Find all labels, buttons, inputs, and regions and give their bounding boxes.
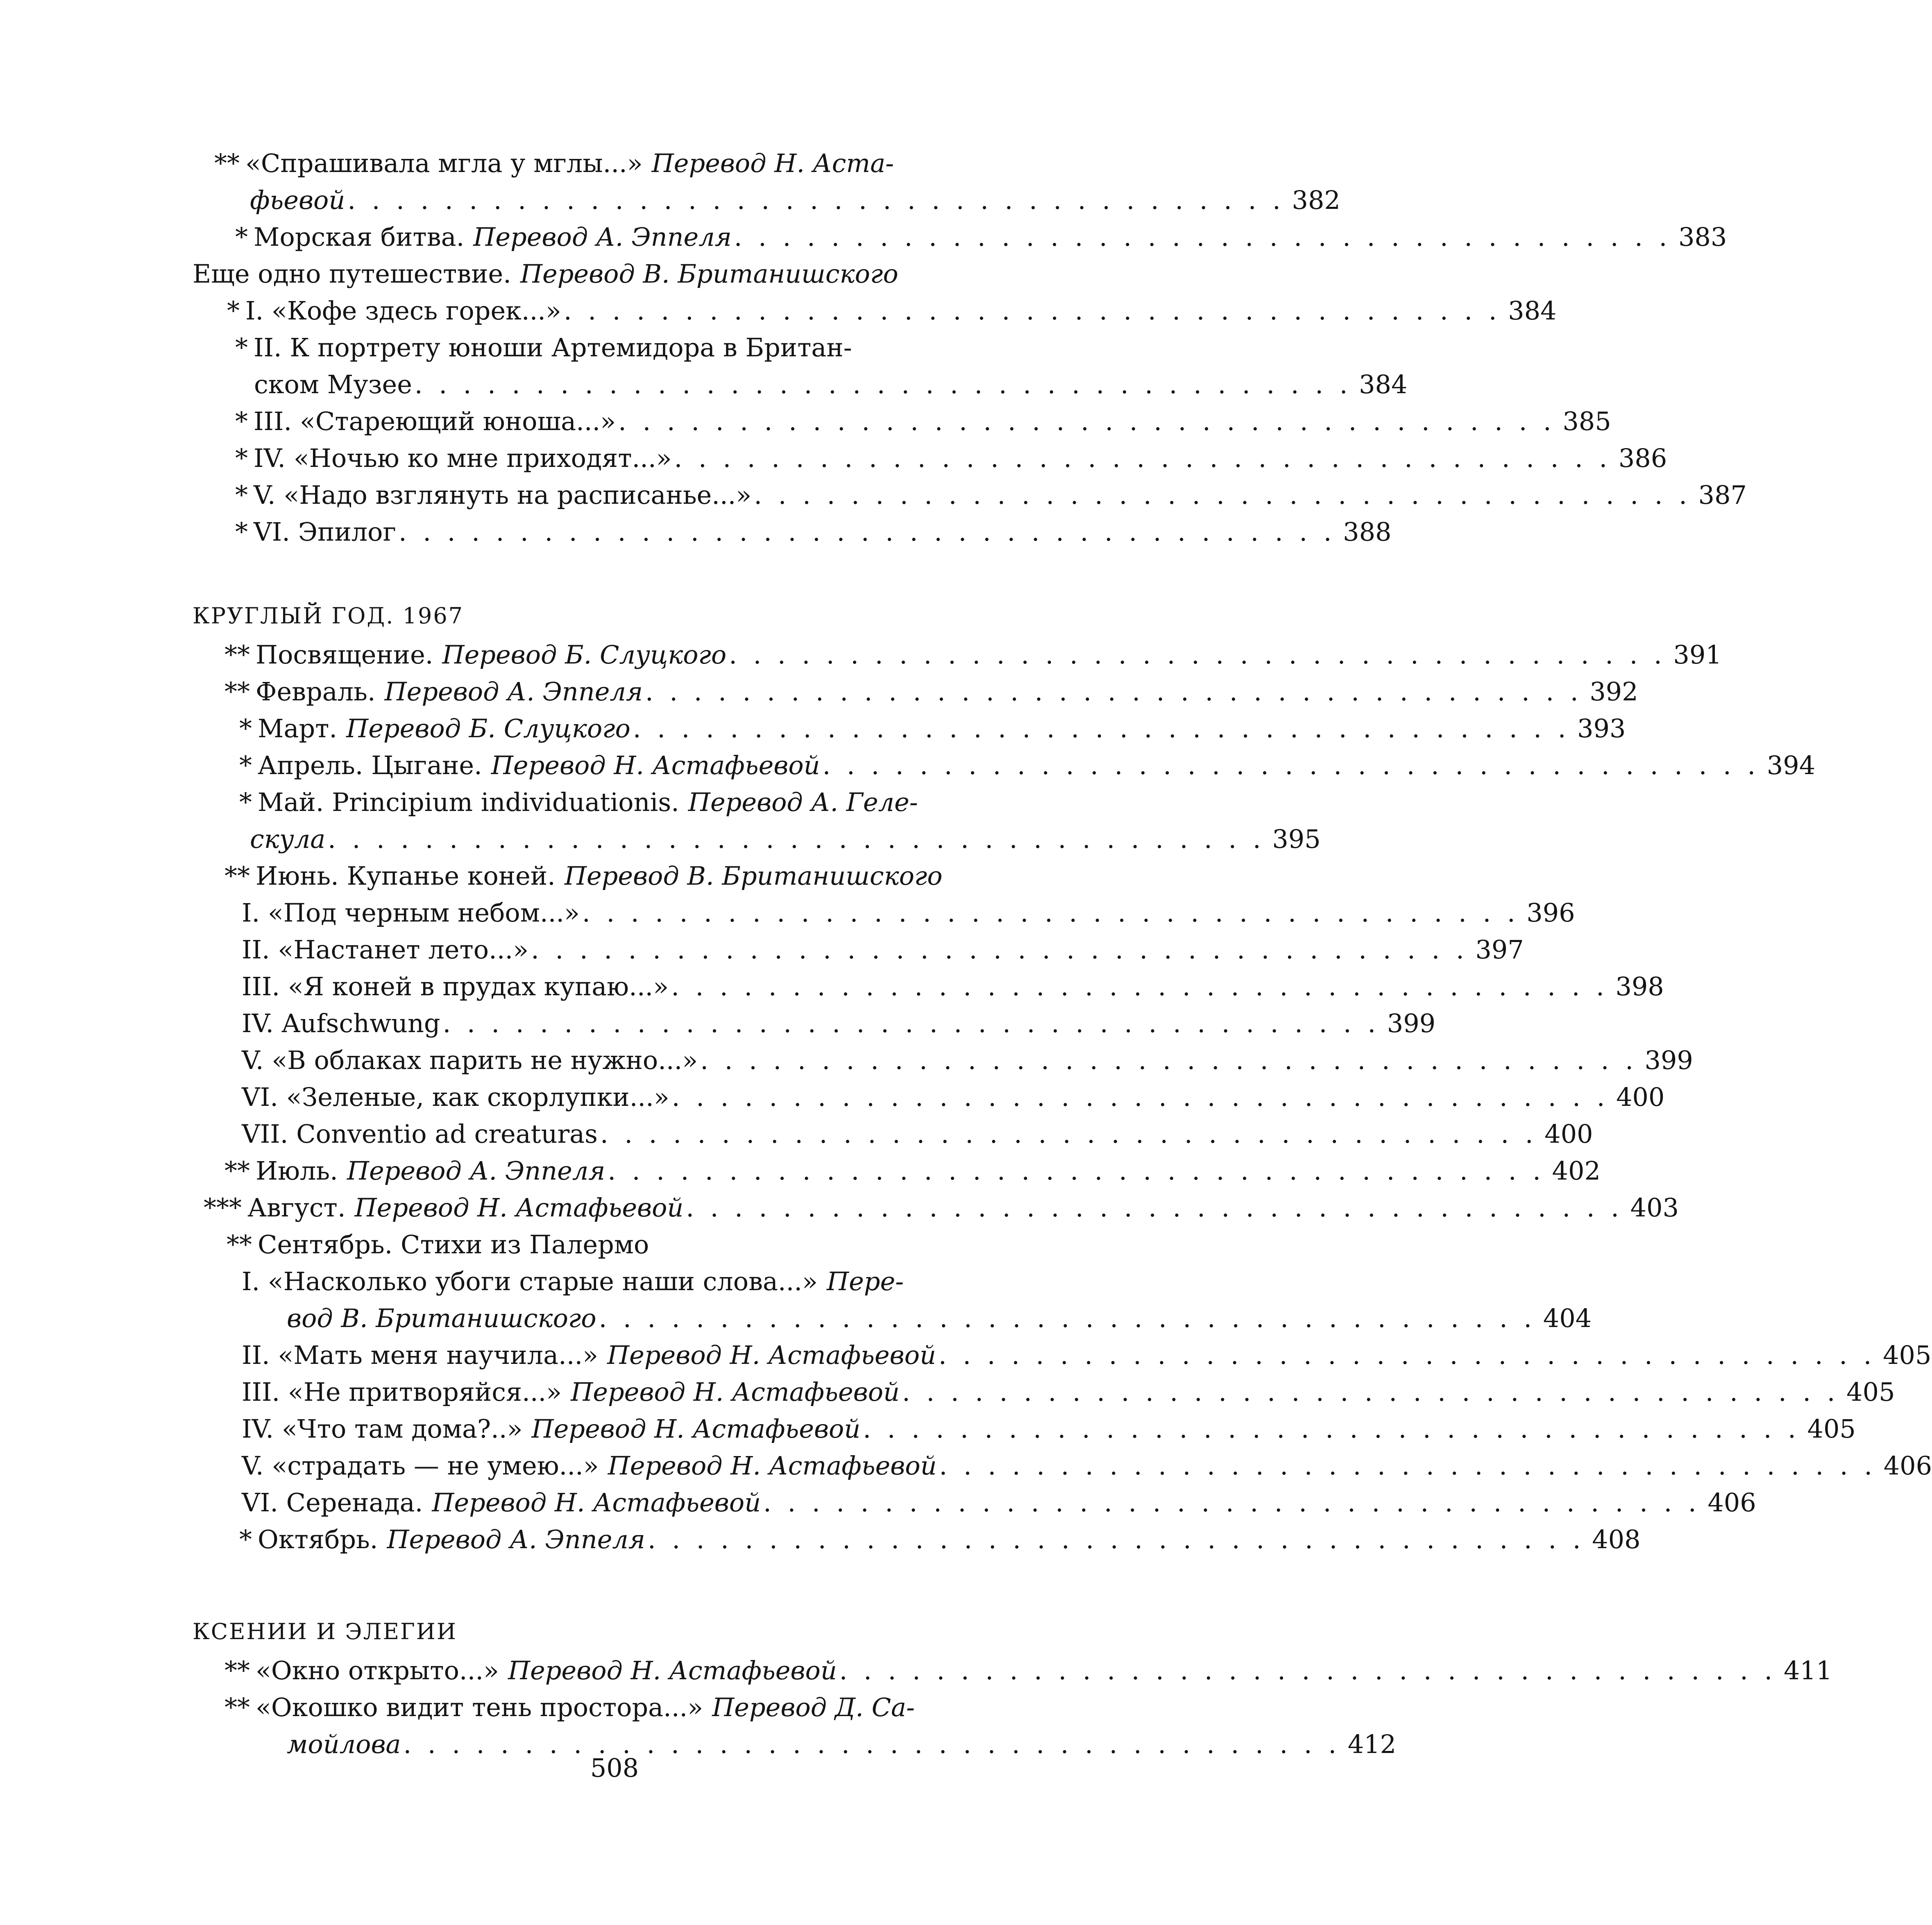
toc-entry bbox=[193, 406, 1611, 443]
toc-entry bbox=[193, 369, 1408, 406]
entry-title: III. «Я коней в прудах купаю...» bbox=[242, 972, 669, 1001]
entry-page-number: 386 bbox=[1618, 443, 1667, 473]
entry-translator: Перевод Д. Са- bbox=[712, 1692, 915, 1722]
leader-dots: . . . . . . . . . . . . . . . . . . . . . . . . . . . . . . . . . . . . . . . bbox=[599, 1303, 1536, 1333]
leader-dots: . . . . . . . . . . . . . . . . . . . . . . . . . . . . . . . . . . . . . . . bbox=[442, 1008, 1380, 1038]
entry-title: V. «Надо взглянуть на расписанье...» bbox=[254, 480, 752, 510]
entry-marker: * bbox=[235, 480, 248, 510]
entry-marker: ** bbox=[224, 861, 250, 891]
entry-translator: фьевой bbox=[250, 185, 345, 215]
table-of-contents bbox=[193, 148, 1932, 1766]
leader-dots: . . . . . . . . . . . . . . . . . . . . . . . . . . . . . . . . . . . . . . . bbox=[671, 1082, 1609, 1112]
entry-page-number: 406 bbox=[1883, 1451, 1932, 1481]
entry-page-number: 396 bbox=[1526, 898, 1575, 928]
entry-title: II. «Мать меня научила...» bbox=[242, 1340, 599, 1370]
entry-page-number: 412 bbox=[1347, 1729, 1397, 1759]
entry-translator: Перевод А. Эппеля bbox=[347, 1156, 605, 1186]
toc-entry bbox=[193, 1230, 1024, 1266]
leader-dots: . . . . . . . . . . . . . . . . . . . . . . . . . . . . . . . . . . . . . . . bbox=[403, 1729, 1341, 1759]
entry-title: Июль. bbox=[256, 1156, 338, 1186]
entry-page-number: 393 bbox=[1577, 713, 1626, 743]
page-number: 508 bbox=[590, 1753, 639, 1783]
toc-entry bbox=[193, 480, 1747, 517]
toc-entry bbox=[193, 1156, 1601, 1193]
toc-entry bbox=[193, 185, 1340, 222]
entry-title: Октябрь. bbox=[258, 1524, 378, 1554]
entry-title: IV. Aufschwung bbox=[242, 1008, 440, 1038]
entry-translator: Перевод А. Геле- bbox=[688, 787, 918, 817]
entry-translator: Перевод В. Британишского bbox=[564, 861, 943, 891]
entry-page-number: 399 bbox=[1387, 1008, 1436, 1038]
section-heading bbox=[193, 1619, 1024, 1656]
entry-translator: Перевод Н. Астафьевой bbox=[607, 1340, 936, 1370]
toc-entry bbox=[193, 677, 1638, 713]
entry-title: Июнь. Купанье коней. bbox=[256, 861, 556, 891]
entry-page-number: 383 bbox=[1678, 222, 1727, 252]
leader-dots: . . . . . . . . . . . . . . . . . . . . . . . . . . . . . . . . . . . . . . . bbox=[531, 935, 1468, 965]
entry-translator: Перевод Б. Слуцкого bbox=[346, 713, 630, 743]
toc-entry bbox=[193, 1266, 1024, 1303]
entry-title: III. «Не притворяйся...» bbox=[242, 1377, 562, 1407]
leader-dots: . . . . . . . . . . . . . . . . . . . . . . . . . . . . . . . . . . . . . . . bbox=[600, 1119, 1537, 1149]
toc-entry bbox=[193, 517, 1392, 554]
toc-entry bbox=[193, 1008, 1436, 1045]
entry-title: Май. Principium individuationis. bbox=[258, 787, 679, 817]
entry-translator: Перевод А. Эппеля bbox=[387, 1524, 645, 1554]
toc-entry bbox=[193, 750, 1816, 787]
entry-translator: Пере- bbox=[827, 1266, 904, 1296]
leader-dots: . . . . . . . . . . . . . . . . . . . . . . . . . . . . . . . . . . . . . . . bbox=[839, 1656, 1777, 1685]
toc-entry bbox=[193, 1488, 1756, 1524]
entry-marker: ** bbox=[224, 1656, 250, 1685]
entry-marker: ** bbox=[224, 677, 250, 707]
leader-dots: . . . . . . . . . . . . . . . . . . . . . . . . . . . . . . . . . . . . . . . bbox=[414, 369, 1352, 399]
toc-entry bbox=[193, 935, 1524, 972]
section-heading bbox=[193, 603, 1024, 640]
entry-page-number: 385 bbox=[1562, 406, 1611, 436]
leader-dots: . . . . . . . . . . . . . . . . . . . . . . . . . . . . . . . . . . . . . . . bbox=[398, 517, 1336, 547]
entry-marker: * bbox=[235, 443, 248, 473]
entry-page-number: 400 bbox=[1616, 1082, 1665, 1112]
section-title: КСЕНИИ И ЭЛЕГИИ bbox=[193, 1619, 457, 1644]
entry-marker: * bbox=[235, 222, 248, 252]
leader-dots: . . . . . . . . . . . . . . . . . . . . . . . . . . . . . . . . . . . . . . . bbox=[563, 296, 1501, 326]
entry-page-number: 395 bbox=[1272, 824, 1321, 854]
entry-page-number: 406 bbox=[1708, 1488, 1756, 1517]
toc-entry bbox=[193, 296, 1557, 333]
toc-block-2 bbox=[193, 640, 1932, 1561]
leader-dots: . . . . . . . . . . . . . . . . . . . . . . . . . . . . . . . . . . . . . . . bbox=[674, 443, 1612, 473]
entry-marker: ** bbox=[224, 1692, 250, 1722]
entry-title: Морская битва. bbox=[254, 222, 465, 252]
leader-dots: . . . . . . . . . . . . . . . . . . . . . . . . . . . . . . . . . . . . . . . bbox=[938, 1340, 1876, 1370]
entry-marker: ** bbox=[227, 1230, 252, 1259]
entry-title: I. «Под черным небом...» bbox=[242, 898, 580, 928]
leader-dots: . . . . . . . . . . . . . . . . . . . . . . . . . . . . . . . . . . . . . . . bbox=[734, 222, 1671, 252]
toc-entry bbox=[193, 1303, 1592, 1340]
leader-dots: . . . . . . . . . . . . . . . . . . . . . . . . . . . . . . . . . . . . . . . bbox=[647, 1524, 1585, 1554]
toc-entry bbox=[193, 1414, 1856, 1451]
toc-entry bbox=[193, 333, 1024, 369]
entry-marker: * bbox=[227, 296, 240, 326]
entry-title: II. К портрету юноши Артемидора в Британ- bbox=[254, 333, 852, 362]
entry-translator: Перевод В. Британишского bbox=[520, 259, 898, 289]
entry-title: V. «страдать — не умею...» bbox=[242, 1451, 599, 1481]
leader-dots: . . . . . . . . . . . . . . . . . . . . . . . . . . . . . . . . . . . . . . . bbox=[633, 713, 1570, 743]
entry-translator: Перевод Н. Астафьевой bbox=[432, 1488, 761, 1517]
toc-block-3 bbox=[193, 1656, 1832, 1766]
entry-title: I. «Насколько убоги старые наши слова...» bbox=[242, 1266, 818, 1296]
entry-marker: * bbox=[235, 517, 248, 547]
entry-marker: * bbox=[239, 787, 252, 817]
entry-title: II. «Настанет лето...» bbox=[242, 935, 529, 965]
entry-page-number: 403 bbox=[1630, 1193, 1679, 1223]
entry-title: VI. «Зеленые, как скорлупки...» bbox=[242, 1082, 669, 1112]
entry-page-number: 402 bbox=[1552, 1156, 1601, 1186]
toc-entry bbox=[193, 1193, 1679, 1230]
entry-page-number: 399 bbox=[1644, 1045, 1693, 1075]
entry-page-number: 411 bbox=[1783, 1656, 1832, 1685]
leader-dots: . . . . . . . . . . . . . . . . . . . . . . . . . . . . . . . . . . . . . . . bbox=[347, 185, 1285, 215]
entry-page-number: 405 bbox=[1883, 1340, 1932, 1370]
toc-entry bbox=[193, 259, 1024, 296]
leader-dots: . . . . . . . . . . . . . . . . . . . . . . . . . . . . . . . . . . . . . . . bbox=[645, 677, 1583, 707]
toc-entry bbox=[193, 1656, 1832, 1692]
leader-dots: . . . . . . . . . . . . . . . . . . . . . . . . . . . . . . . . . . . . . . . bbox=[671, 972, 1608, 1001]
toc-entry bbox=[193, 640, 1722, 677]
toc-entry bbox=[193, 148, 1024, 185]
entry-translator: Перевод Б. Слуцкого bbox=[442, 640, 727, 670]
entry-title: III. «Стареющий юноша...» bbox=[254, 406, 616, 436]
entry-translator: Перевод Н. Аста- bbox=[651, 148, 894, 178]
entry-translator: Перевод Н. Астафьевой bbox=[508, 1656, 837, 1685]
leader-dots: . . . . . . . . . . . . . . . . . . . . . . . . . . . . . . . . . . . . . . . bbox=[608, 1156, 1545, 1186]
entry-marker: * bbox=[239, 1524, 252, 1554]
entry-title: IV. «Что там дома?..» bbox=[242, 1414, 523, 1444]
entry-title: IV. «Ночью ко мне приходят...» bbox=[254, 443, 672, 473]
toc-entry bbox=[193, 1451, 1932, 1488]
entry-title: Март. bbox=[258, 713, 338, 743]
entry-title: I. «Кофе здесь горек...» bbox=[245, 296, 561, 326]
toc-entry bbox=[193, 1377, 1895, 1414]
entry-page-number: 387 bbox=[1698, 480, 1747, 510]
entry-page-number: 382 bbox=[1292, 185, 1340, 215]
toc-entry bbox=[193, 1045, 1693, 1082]
toc-entry bbox=[193, 861, 1024, 898]
entry-title: «Окно открыто...» bbox=[256, 1656, 499, 1685]
entry-title: Посвящение. bbox=[256, 640, 433, 670]
toc-entry bbox=[193, 824, 1321, 861]
toc-entry bbox=[193, 1524, 1641, 1561]
entry-title: VI. Серенада. bbox=[242, 1488, 423, 1517]
toc-entry bbox=[193, 713, 1626, 750]
leader-dots: . . . . . . . . . . . . . . . . . . . . . . . . . . . . . . . . . . . . . . . bbox=[618, 406, 1556, 436]
entry-page-number: 384 bbox=[1508, 296, 1557, 326]
entry-title: «Спрашивала мгла у мглы...» bbox=[245, 148, 643, 178]
entry-title: VI. Эпилог bbox=[254, 517, 396, 547]
entry-marker: * bbox=[239, 750, 252, 780]
toc-entry bbox=[193, 222, 1727, 259]
entry-page-number: 408 bbox=[1592, 1524, 1641, 1554]
leader-dots: . . . . . . . . . . . . . . . . . . . . . . . . . . . . . . . . . . . . . . . bbox=[582, 898, 1519, 928]
leader-dots: . . . . . . . . . . . . . . . . . . . . . . . . . . . . . . . . . . . . . . . bbox=[863, 1414, 1800, 1444]
toc-entry bbox=[193, 443, 1667, 480]
entry-page-number: 398 bbox=[1615, 972, 1664, 1001]
entry-title: «Окошко видит тень простора...» bbox=[256, 1692, 703, 1722]
toc-block-1 bbox=[193, 148, 1747, 554]
entry-translator: Перевод Н. Астафьевой bbox=[608, 1451, 937, 1481]
toc-entry bbox=[193, 1082, 1665, 1119]
leader-dots: . . . . . . . . . . . . . . . . . . . . . . . . . . . . . . . . . . . . . . . bbox=[686, 1193, 1623, 1223]
leader-dots: . . . . . . . . . . . . . . . . . . . . . . . . . . . . . . . . . . . . . . . bbox=[939, 1451, 1877, 1481]
leader-dots: . . . . . . . . . . . . . . . . . . . . . . . . . . . . . . . . . . . . . . . bbox=[754, 480, 1691, 510]
entry-page-number: 405 bbox=[1807, 1414, 1856, 1444]
leader-dots: . . . . . . . . . . . . . . . . . . . . . . . . . . . . . . . . . . . . . . . bbox=[822, 750, 1760, 780]
toc-entry bbox=[193, 1119, 1593, 1156]
entry-title: ском Музее bbox=[254, 369, 412, 399]
entry-marker: ** bbox=[224, 1156, 250, 1186]
entry-translator: Перевод Н. Астафьевой bbox=[531, 1414, 861, 1444]
entry-marker: * bbox=[235, 406, 248, 436]
toc-entry bbox=[193, 787, 1024, 824]
entry-marker: * bbox=[239, 713, 252, 743]
entry-translator: Перевод А. Эппеля bbox=[473, 222, 732, 252]
entry-title: V. «В облаках парить не нужно...» bbox=[242, 1045, 698, 1075]
leader-dots: . . . . . . . . . . . . . . . . . . . . . . . . . . . . . . . . . . . . . . . bbox=[328, 824, 1265, 854]
entry-page-number: 400 bbox=[1544, 1119, 1593, 1149]
entry-translator: Перевод А. Эппеля bbox=[384, 677, 643, 707]
entry-title: VII. Conventio ad creaturas bbox=[242, 1119, 598, 1149]
entry-page-number: 391 bbox=[1673, 640, 1722, 670]
entry-page-number: 392 bbox=[1590, 677, 1638, 707]
entry-title: Сентябрь. Стихи из Палермо bbox=[258, 1230, 649, 1259]
toc-entry bbox=[193, 1340, 1932, 1377]
entry-title: Апрель. Цыгане. bbox=[258, 750, 482, 780]
toc-entry bbox=[193, 898, 1575, 935]
entry-page-number: 397 bbox=[1475, 935, 1524, 965]
toc-entry bbox=[193, 972, 1664, 1008]
entry-translator: мойлова bbox=[287, 1729, 401, 1759]
entry-marker: *** bbox=[204, 1193, 242, 1223]
leader-dots: . . . . . . . . . . . . . . . . . . . . . . . . . . . . . . . . . . . . . . . bbox=[902, 1377, 1839, 1407]
leader-dots: . . . . . . . . . . . . . . . . . . . . . . . . . . . . . . . . . . . . . . . bbox=[729, 640, 1666, 670]
entry-marker: ** bbox=[214, 148, 240, 178]
entry-translator: Перевод Н. Астафьевой bbox=[491, 750, 820, 780]
entry-page-number: 388 bbox=[1343, 517, 1392, 547]
entry-translator: вод В. Британишского bbox=[287, 1303, 596, 1333]
entry-title: Еще одно путешествие. bbox=[193, 259, 511, 289]
leader-dots: . . . . . . . . . . . . . . . . . . . . . . . . . . . . . . . . . . . . . . . bbox=[700, 1045, 1637, 1075]
entry-title: Август. bbox=[247, 1193, 346, 1223]
entry-marker: ** bbox=[224, 640, 250, 670]
leader-dots: . . . . . . . . . . . . . . . . . . . . . . . . . . . . . . . . . . . . . . . bbox=[763, 1488, 1701, 1517]
entry-translator: скула bbox=[250, 824, 326, 854]
entry-page-number: 384 bbox=[1359, 369, 1408, 399]
entry-translator: Перевод Н. Астафьевой bbox=[571, 1377, 900, 1407]
entry-page-number: 405 bbox=[1846, 1377, 1895, 1407]
entry-page-number: 404 bbox=[1543, 1303, 1592, 1333]
entry-page-number: 394 bbox=[1766, 750, 1816, 780]
toc-entry bbox=[193, 1692, 1024, 1729]
entry-title: Февраль. bbox=[256, 677, 376, 707]
section-title: КРУГЛЫЙ ГОД. 1967 bbox=[193, 603, 464, 629]
entry-marker: * bbox=[235, 333, 248, 362]
entry-translator: Перевод Н. Астафьевой bbox=[354, 1193, 684, 1223]
